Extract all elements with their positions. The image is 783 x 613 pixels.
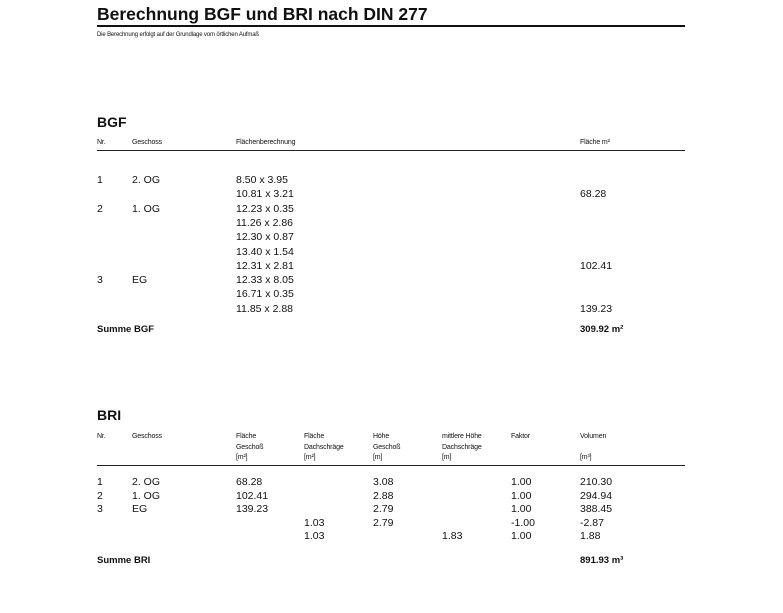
bri-cell-geschoss: EG [132, 503, 148, 515]
bri-cell-faktor: 1.00 [511, 530, 532, 542]
bri-cell-volumen: 388.45 [580, 503, 613, 515]
bgf-cell-geschoss: EG [132, 274, 148, 287]
title-underline [97, 25, 685, 27]
bgf-header-geschoss: Geschoss [132, 139, 162, 146]
bgf-cell-calc: 12.31 x 2.81 [236, 259, 294, 272]
bri-header-geschoss: Geschoss [132, 433, 162, 440]
bri-cell-faktor: 1.00 [511, 476, 532, 488]
bri-header-flaeche-dachschraege: Fläche Dachschräge [m²] [304, 433, 344, 461]
bri-header-hoehe-geschoss: Höhe Geschoß [m] [373, 433, 401, 461]
bri-cell-volumen: 294.94 [580, 489, 613, 502]
bri-sum-label: Summe BRI [97, 555, 151, 566]
bgf-cell-calc: 10.81 x 3.21 [236, 188, 294, 201]
page-title: Berechnung BGF und BRI nach DIN 277 [97, 4, 428, 24]
bri-cell-geschoss: 1. OG [132, 489, 161, 502]
bri-cell-nr: 3 [97, 503, 103, 515]
bgf-cell-flaeche: 139.23 [580, 302, 613, 315]
bri-cell-hoehe: 2.79 [373, 503, 394, 515]
bri-cell-flaeche-dach: 1.03 [304, 516, 325, 529]
bgf-header-nr: Nr. [97, 139, 106, 146]
bri-cell-hoehe: 2.79 [373, 516, 394, 529]
bri-cell-nr: 1 [97, 476, 103, 488]
bgf-header-flaechenberechnung: Flächenberechnung [236, 139, 296, 146]
bgf-cell-flaeche: 102.41 [580, 259, 613, 272]
bri-cell-hoehe: 3.08 [373, 476, 394, 488]
bgf-cell-geschoss: 2. OG [132, 174, 161, 186]
bri-cell-faktor: 1.00 [511, 489, 532, 502]
bgf-cell-calc: 12.33 x 8.05 [236, 274, 294, 287]
bri-header-nr: Nr. [97, 433, 106, 440]
bgf-cell-calc: 13.40 x 1.54 [236, 245, 294, 258]
bri-cell-volumen: -2.87 [580, 516, 604, 529]
bri-header-rule [97, 465, 685, 466]
bgf-cell-calc: 12.30 x 0.87 [236, 231, 294, 244]
bgf-header-rule [97, 150, 685, 151]
bri-sum-value: 891.93 m³ [580, 555, 624, 566]
page-subtitle: Die Berechnung erfolgt auf der Grundlage vom örtlichen Aufmaß [97, 32, 259, 38]
bgf-sum-label: Summe BGF [97, 324, 155, 335]
bri-cell-volumen: 210.30 [580, 476, 613, 488]
bri-cell-flaeche-dach: 1.03 [304, 530, 325, 542]
bgf-cell-flaeche: 68.28 [580, 188, 607, 201]
bgf-cell-calc: 11.26 x 2.86 [236, 216, 294, 229]
bri-cell-volumen: 1.88 [580, 530, 601, 542]
bri-cell-flaeche-geschoss: 68.28 [236, 476, 263, 488]
bri-cell-nr: 2 [97, 489, 103, 502]
bgf-cell-nr: 1 [97, 174, 103, 186]
bgf-cell-calc: 11.85 x 2.88 [236, 302, 294, 315]
bri-header-faktor: Faktor [511, 433, 530, 440]
bri-cell-flaeche-geschoss: 139.23 [236, 503, 269, 515]
bgf-heading: BGF [97, 114, 127, 130]
bgf-cell-nr: 3 [97, 274, 103, 287]
bgf-cell-calc: 12.23 x 0.35 [236, 202, 294, 215]
bri-heading: BRI [97, 407, 122, 423]
bri-cell-faktor: 1.00 [511, 503, 532, 515]
bri-cell-geschoss: 2. OG [132, 476, 161, 488]
bgf-cell-calc: 16.71 x 0.35 [236, 288, 294, 301]
bgf-cell-calc: 8.50 x 3.95 [236, 174, 288, 186]
bgf-cell-geschoss: 1. OG [132, 202, 161, 215]
bgf-cell-nr: 2 [97, 202, 103, 215]
bgf-sum-value: 309.92 m² [580, 324, 624, 335]
bgf-header-flaeche: Fläche m² [580, 139, 610, 146]
bri-cell-faktor: -1.00 [511, 516, 535, 529]
bri-header-volumen: Volumen [m³] [580, 433, 607, 461]
bri-cell-mittlere-hoehe: 1.83 [442, 530, 463, 542]
bri-header-mittlere-hoehe: mittlere Höhe Dachschräge [m] [442, 433, 482, 461]
bri-cell-hoehe: 2.88 [373, 489, 394, 502]
bri-header-flaeche-geschoss: Fläche Geschoß [m²] [236, 433, 264, 461]
bri-cell-flaeche-geschoss: 102.41 [236, 489, 269, 502]
